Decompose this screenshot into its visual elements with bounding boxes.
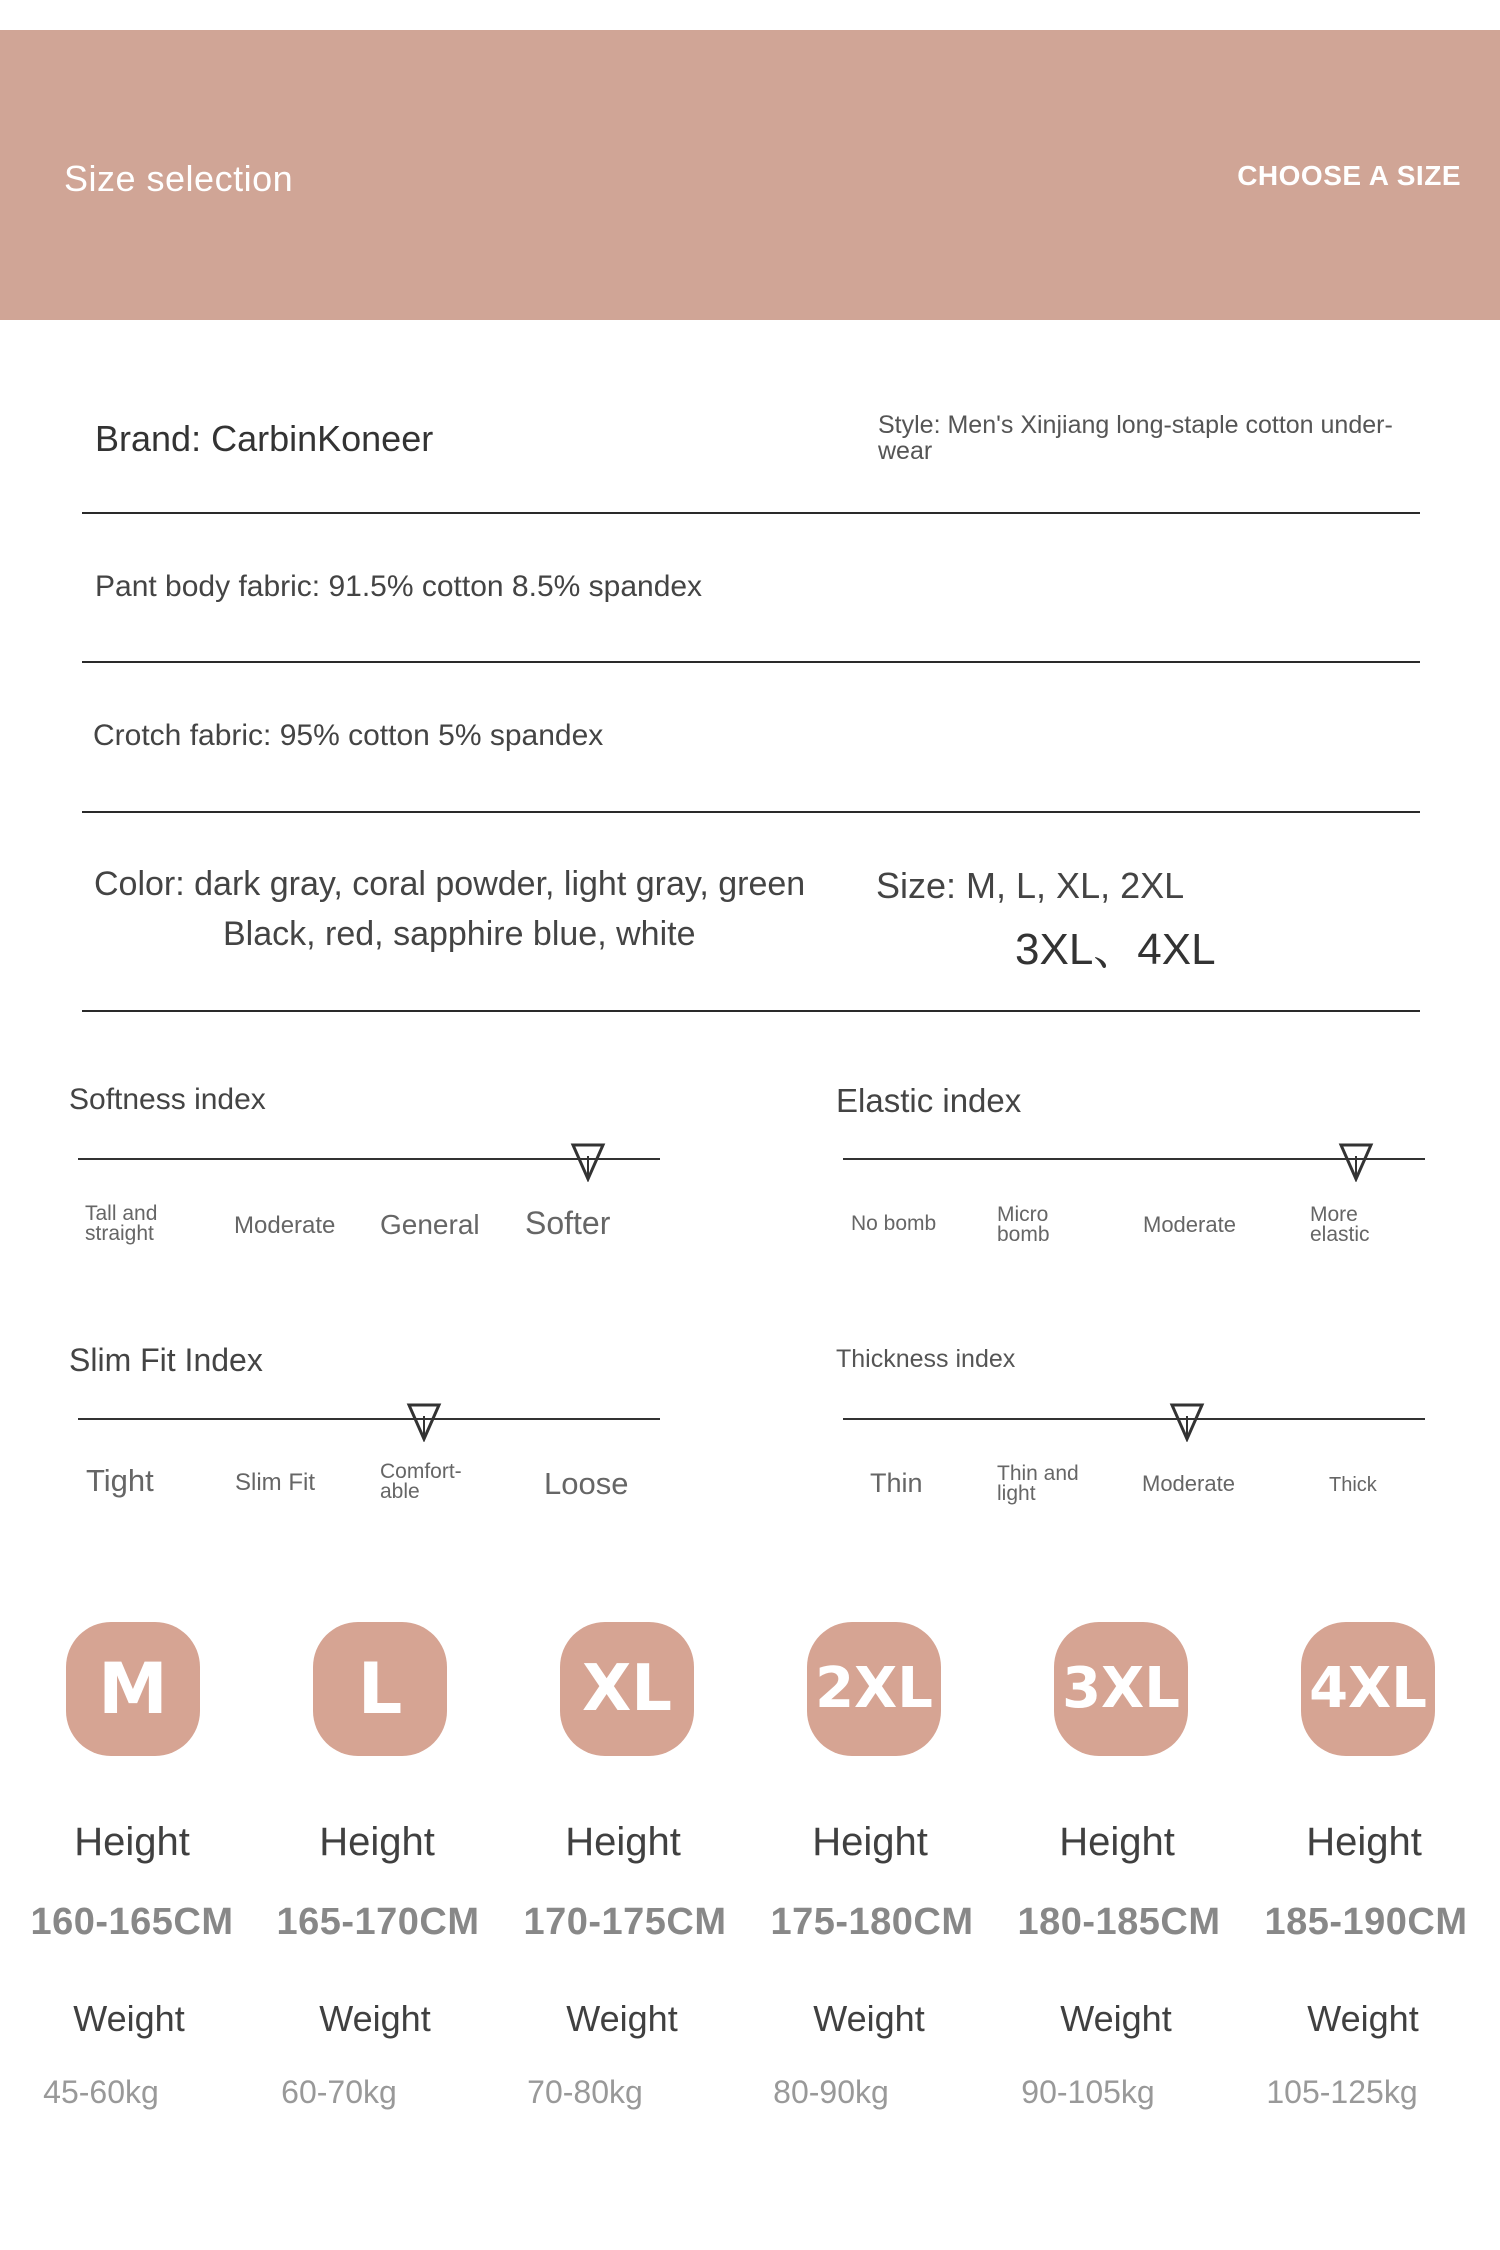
style-text: Style: Men's Xinjiang long-staple cotton under-wear (878, 411, 1393, 465)
size-text-line2: 3XL、4XL (1015, 925, 1216, 974)
weight-value: 45-60kg (43, 2074, 159, 2110)
thickness-marker-icon (1169, 1402, 1205, 1442)
weight-label: Weight (1307, 1998, 1419, 2039)
size-badge-l: L (313, 1622, 447, 1756)
size-text-line1: Size: M, L, XL, 2XL (876, 865, 1185, 906)
softness-label: Softer (525, 1205, 611, 1241)
elastic-label: Micro bomb (997, 1203, 1050, 1246)
height-value: 185-190CM (1264, 1901, 1468, 1943)
thickness-label: Thin (870, 1468, 923, 1498)
height-label: Height (1059, 1820, 1175, 1864)
weight-value: 105-125kg (1266, 2074, 1418, 2110)
softness-label: Tall and straight (85, 1202, 158, 1245)
thickness-label: Moderate (1142, 1471, 1235, 1496)
slim-fit-index-title: Slim Fit Index (69, 1342, 263, 1378)
crotch-fabric-text: Crotch fabric: 95% cotton 5% spandex (93, 719, 604, 752)
weight-value: 80-90kg (773, 2074, 889, 2110)
height-value: 160-165CM (30, 1901, 234, 1943)
height-value: 175-180CM (770, 1901, 974, 1943)
elastic-index-title: Elastic index (836, 1082, 1022, 1119)
color-text-line1: Color: dark gray, coral powder, light gray, green (94, 865, 806, 903)
brand-text: Brand: CarbinKoneer (95, 418, 434, 459)
elastic-label: More elastic (1310, 1203, 1370, 1246)
weight-label: Weight (319, 1998, 431, 2039)
thickness-label: Thin and light (997, 1462, 1079, 1505)
softness-label: Moderate (234, 1212, 336, 1239)
color-text-line2: Black, red, sapphire blue, white (223, 915, 696, 953)
slim-fit-label: Tight (86, 1463, 154, 1498)
header-banner (0, 30, 1500, 320)
page-subtitle: CHOOSE A SIZE (1237, 160, 1461, 191)
slim-fit-label: Loose (544, 1466, 629, 1501)
divider (82, 661, 1420, 663)
size-badge-2xl: 2XL (807, 1622, 941, 1756)
weight-label: Weight (73, 1998, 185, 2039)
height-label: Height (1306, 1820, 1422, 1864)
divider (82, 811, 1420, 813)
height-label: Height (74, 1820, 190, 1864)
weight-label: Weight (566, 1998, 678, 2039)
weight-value: 70-80kg (527, 2074, 643, 2110)
pant-fabric-text: Pant body fabric: 91.5% cotton 8.5% spandex (95, 570, 703, 603)
elastic-label: Moderate (1143, 1212, 1236, 1237)
divider (82, 1010, 1420, 1012)
thickness-scale-line (843, 1418, 1425, 1420)
divider (82, 512, 1420, 514)
height-value: 180-185CM (1017, 1901, 1221, 1943)
weight-label: Weight (813, 1998, 925, 2039)
softness-marker-icon (570, 1142, 606, 1182)
elastic-label: No bomb (851, 1212, 937, 1235)
height-label: Height (812, 1820, 928, 1864)
slim-fit-scale-line (78, 1418, 660, 1420)
size-badge-3xl: 3XL (1054, 1622, 1188, 1756)
height-value: 170-175CM (523, 1901, 727, 1943)
slim-fit-label: Comfort-able (380, 1460, 462, 1503)
softness-label: General (380, 1209, 480, 1240)
size-badge-4xl: 4XL (1301, 1622, 1435, 1756)
page-title: Size selection (64, 158, 294, 199)
size-badge-xl: XL (560, 1622, 694, 1756)
size-badge-m: M (66, 1622, 200, 1756)
slim-fit-marker-icon (406, 1402, 442, 1442)
height-label: Height (565, 1820, 681, 1864)
thickness-index-title: Thickness index (836, 1345, 1016, 1373)
height-value: 165-170CM (276, 1901, 480, 1943)
elastic-marker-icon (1338, 1142, 1374, 1182)
height-label: Height (319, 1820, 435, 1864)
weight-value: 60-70kg (281, 2074, 397, 2110)
slim-fit-label: Slim Fit (235, 1469, 315, 1496)
weight-label: Weight (1060, 1998, 1172, 2039)
thickness-label: Thick (1329, 1474, 1377, 1496)
weight-value: 90-105kg (1021, 2074, 1155, 2110)
softness-index-title: Softness index (69, 1083, 266, 1116)
